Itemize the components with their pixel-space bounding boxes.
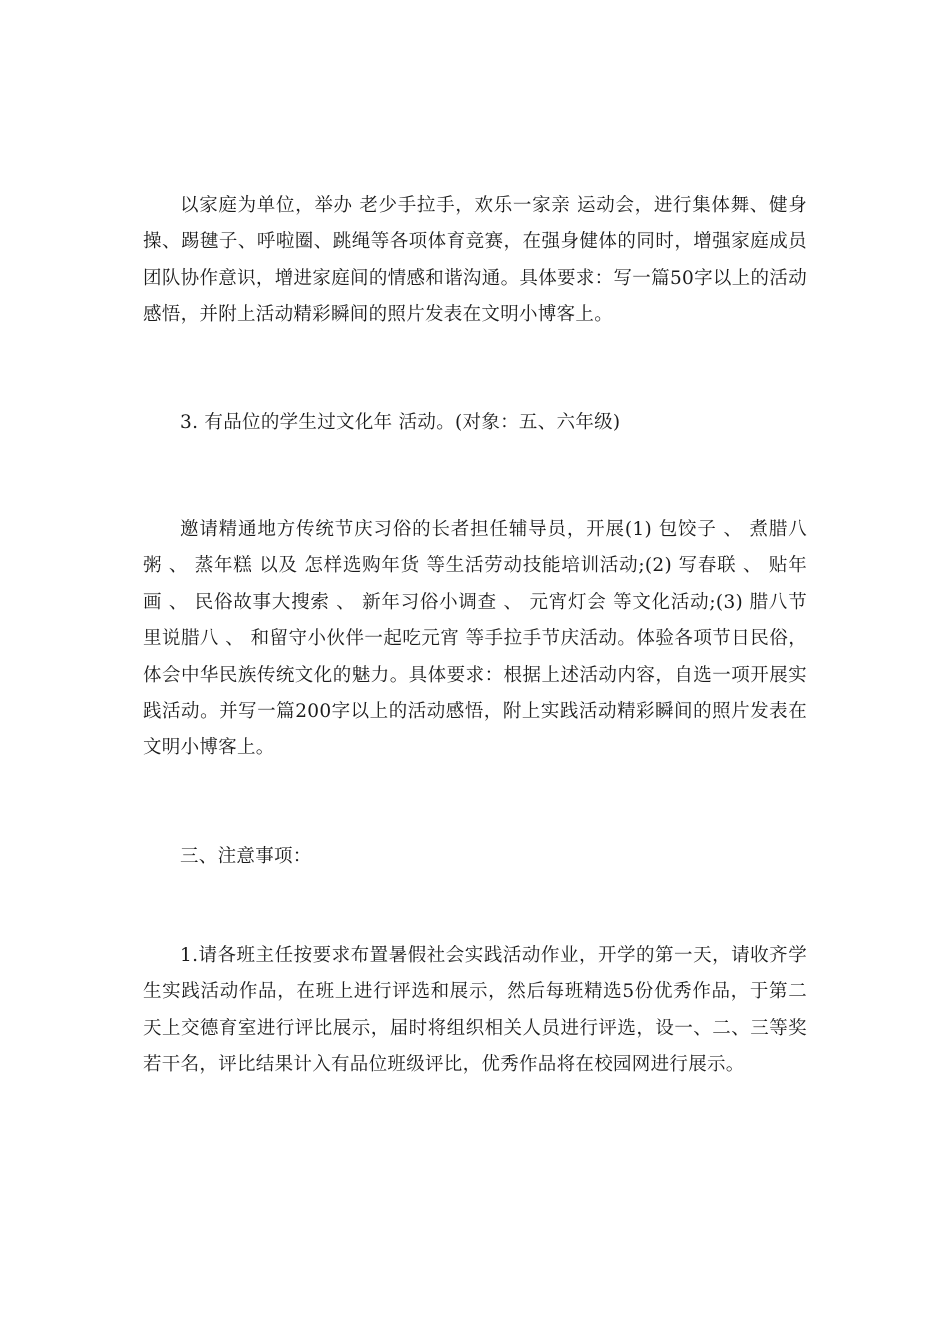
culture-year-activity-paragraph: 邀请精通地方传统节庆习俗的长者担任辅导员，开展(1) 包饺子 、 煮腊八粥 、 蒸年糕 以及 怎样选购年货 等生活劳动技能培训活动;(2) 写春联 、 贴年画 、 民俗故事大搜索 、 新年习俗小调查 、 元宵灯会 等文化活动;(3) 腊八节里说腊八 、 和留守小伙伴一起吃元宵 等手拉手节庆活动。体验各项节日民俗，体会中华民族传统文化的魅力。具体要求：根据上述活动内容，自选一项开展实践活动。并写一篇200字以上的活动感悟，附上实践活动精彩瞬间的照片发表在文明小博客上。 [143,519,807,759]
notes-item-1-paragraph: 1.请各班主任按要求布置暑假社会实践活动作业，开学的第一天，请收齐学生实践活动作品，在班上进行评选和展示，然后每班精选5份优秀作品，于第二天上交德育室进行评比展示，届时将组织相关人员进行评选，设一、二、三等奖若干名，评比结果计入有品位班级评比，优秀作品将在校园网进行展示。 [143,945,807,1076]
family-sports-paragraph: 以家庭为单位，举办 老少手拉手，欢乐一家亲 运动会，进行集体舞、健身操、踢毽子、呼啦圈、跳绳等各项体育竞赛，在强身健体的同时，增强家庭成员团队协作意识，增进家庭间的情感和谐沟通。具体要求：写一篇50字以上的活动感悟，并附上活动精彩瞬间的照片发表在文明小博客上。 [143,195,807,326]
culture-year-activity-heading: 3. 有品位的学生过文化年 活动。(对象：五、六年级) [180,412,621,433]
notes-section-heading: 三、注意事项： [180,846,312,867]
